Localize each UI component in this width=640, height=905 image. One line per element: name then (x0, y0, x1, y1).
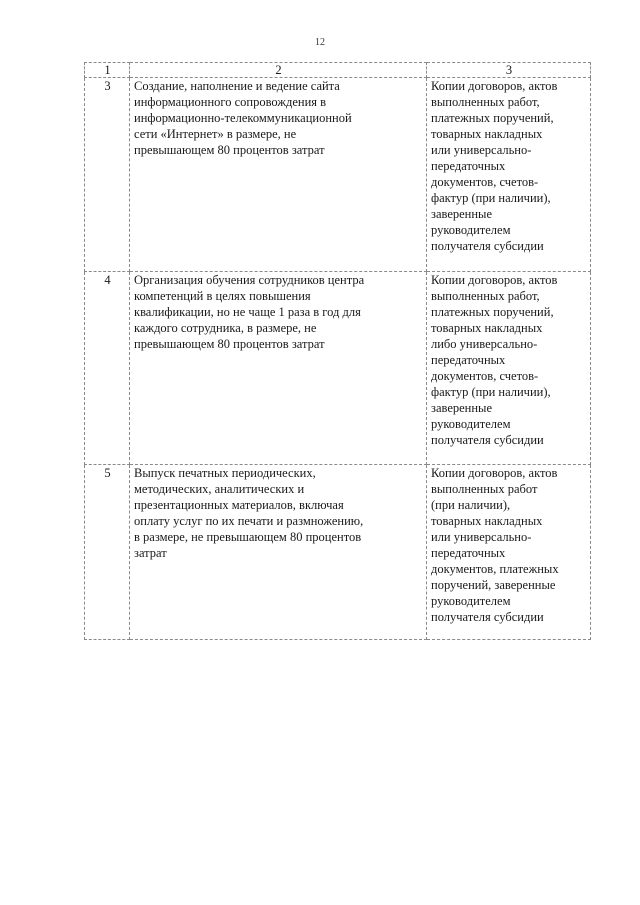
row-description: Выпуск печатных периодических, методических, аналитических и презентационных материалов, включая оплату услуг по их печати и размножению, в размере, не превышающем 80 процентов затрат (130, 465, 427, 640)
page-number: 12 (315, 37, 325, 48)
column-number-2: 2 (130, 63, 427, 78)
table-row (85, 272, 591, 465)
row-description: Создание, наполнение и ведение сайта информационного сопровождения в информационно-телекоммуникационной сети «Интернет» в размере, не превышающем 80 процентов затрат (130, 78, 427, 272)
table-row (85, 465, 591, 640)
subsidy-documents-table (84, 62, 591, 640)
column-number-3: 3 (427, 63, 591, 78)
row-documents: Копии договоров, актов выполненных работ, платежных поручений, товарных накладных либо универсально- передаточных документов, счетов- фактур (при наличии), заверенные руководителем получателя субсидии (427, 272, 591, 465)
row-number: 3 (85, 78, 130, 272)
row-description: Организация обучения сотрудников центра компетенций в целях повышения квалификации, но не чаще 1 раза в год для каждого сотрудника, в размере, не превышающем 80 процентов затрат (130, 272, 427, 465)
table-header-row (85, 63, 591, 78)
table-row (85, 78, 591, 272)
row-documents: Копии договоров, актов выполненных работ, платежных поручений, товарных накладных или универсально- передаточных документов, счетов- фактур (при наличии), заверенные руководителем получателя субсидии (427, 78, 591, 272)
column-number-1: 1 (85, 63, 130, 78)
row-number: 5 (85, 465, 130, 640)
row-number: 4 (85, 272, 130, 465)
row-documents: Копии договоров, актов выполненных работ (при наличии), товарных накладных или универсально- передаточных документов, платежных поручений, заверенные руководителем получателя субсидии (427, 465, 591, 640)
